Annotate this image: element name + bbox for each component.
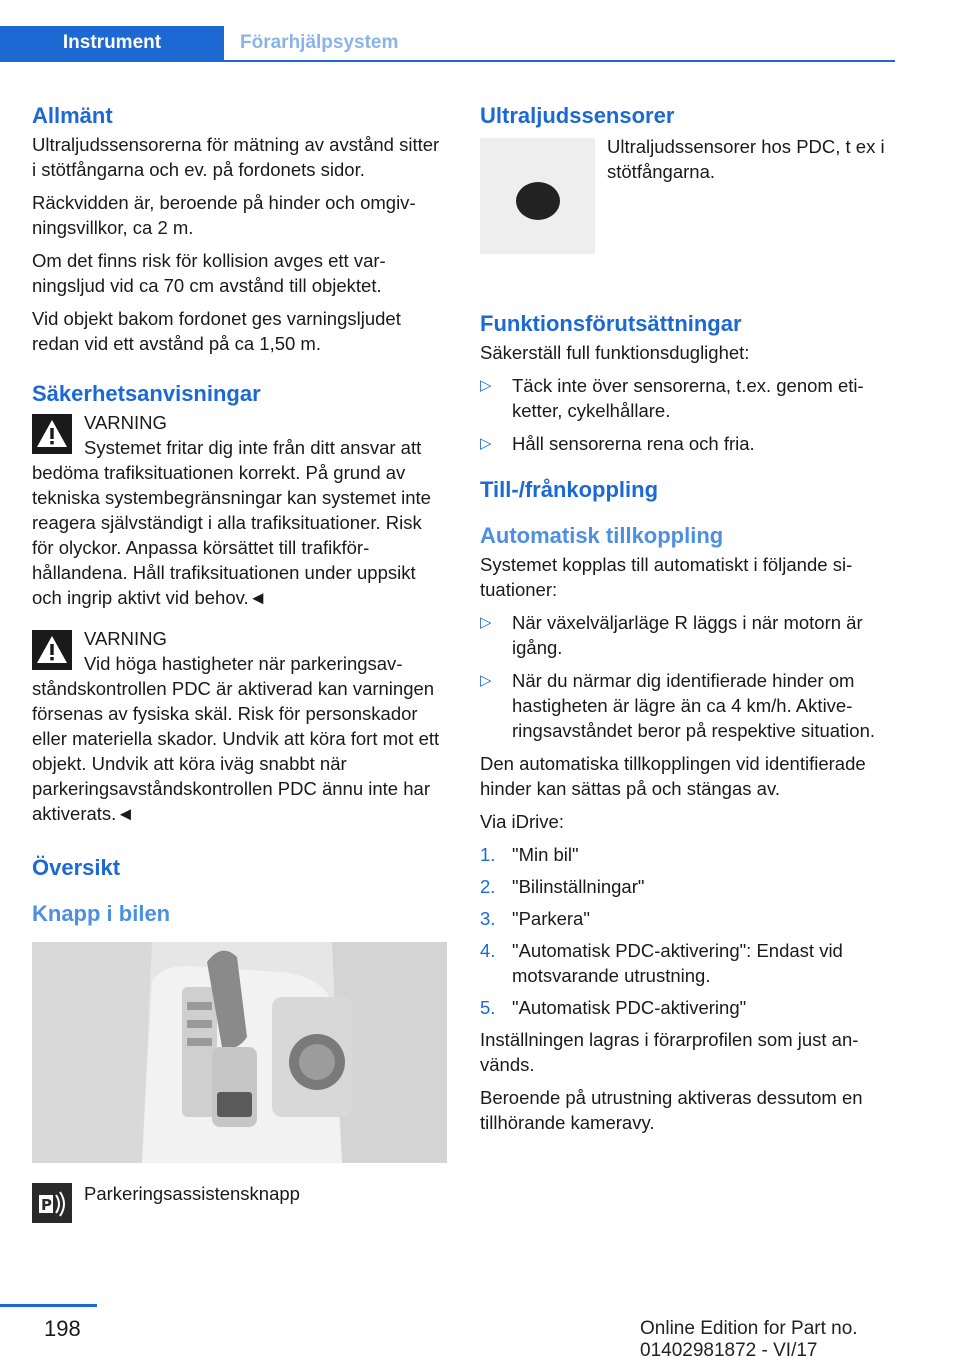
- allmant-para-3: Om det finns risk för kollision avges ett varningsljud vid ca 70 cm avstånd till objektet.: [32, 250, 386, 296]
- auto-list: [480, 610, 895, 743]
- warning-triangle-icon: [32, 414, 72, 454]
- list-item: ▷ När växelväljarläge R läggs i när motorn är igång.: [480, 612, 863, 658]
- list-item: 3. "Parkera": [480, 908, 590, 929]
- left-column: [32, 100, 447, 1221]
- parking-assist-icon: [32, 1183, 72, 1223]
- auto-heading: Automatisk tillkoppling: [480, 523, 724, 548]
- sensor-block: [480, 134, 895, 294]
- end-para-2: Beroende på utrustning aktiveras dessutom en tillhörande kameravy.: [480, 1087, 863, 1133]
- funk-list: [480, 373, 895, 456]
- triangle-bullet-icon: ▷: [480, 614, 492, 631]
- warning-2-text: Vid höga hastigheter när parkeringsavståndskontrollen PDC är aktiverad kan varningen försenas av fysiska skäl. Risk för personskador eller materiella skador. Undvik att köra fort mot ett objekt. Undvik att köra iväg snabbt när parkeringsavståndskontrollen PDC ännu inte har aktiverats.◄: [32, 653, 440, 824]
- warning-1-text: Systemet fritar dig inte från ditt ansvar att bedöma trafiksituationen korrekt. På grund av tekniska systembegränsningar kan systemet inte reagera självständigt i alla trafiksituationer. Risk för olyckor. Anpassa körsättet till trafikförhållandena. Håll trafiksituationen under uppsikt och ingrip aktivt vid behov.◄: [32, 437, 431, 608]
- auto-para-1: Den automatiska tillkopplingen vid identifierade hinder kan sättas på och stängas av.: [480, 753, 866, 799]
- funk-lead: Säkerställ full funktionsduglighet:: [480, 342, 750, 363]
- allmant-para-4: Vid objekt bakom fordonet ges varningsljudet redan vid ett avstånd på ca 1,50 m.: [32, 308, 401, 354]
- warning-2: [32, 626, 447, 826]
- sensor-text: Ultraljudssensorer hos PDC, t ex i stötfångarna.: [607, 136, 885, 182]
- warning-2-title: VARNING: [84, 628, 167, 649]
- list-item: ▷ Täck inte över sensorerna, t.ex. genom etiketter, cykelhållare.: [480, 375, 864, 421]
- idrive-steps: [480, 842, 895, 1020]
- auto-para-2: Via iDrive:: [480, 811, 564, 832]
- end-para-1: Inställningen lagras i förarprofilen som just används.: [480, 1029, 859, 1075]
- list-item: 4. "Automatisk PDC-aktivering": Endast vid motsvarande utrustning.: [480, 940, 843, 986]
- edition-text: Online Edition for Part no. 01402981872 - VI/17: [640, 1318, 858, 1361]
- page-number: 198: [44, 1316, 81, 1341]
- tab-forarhjalpsystem[interactable]: Förarhjälpsystem: [240, 32, 399, 53]
- list-item: ▷ Håll sensorerna rena och fria.: [480, 433, 755, 454]
- page-header: [0, 26, 895, 62]
- parking-assist-row: [32, 1181, 447, 1221]
- triangle-bullet-icon: ▷: [480, 435, 492, 452]
- sensor-heading: Ultraljudssensorer: [480, 103, 675, 128]
- header-rule: [0, 60, 895, 62]
- sakerhet-heading: Säkerhetsanvisningar: [32, 381, 261, 406]
- footer-rule: [0, 1304, 97, 1307]
- tab-instrument[interactable]: Instrument: [0, 26, 224, 62]
- triangle-bullet-icon: ▷: [480, 672, 492, 689]
- oversikt-heading: Översikt: [32, 855, 121, 880]
- sensor-image: [480, 138, 595, 254]
- center-console-image: [32, 942, 447, 1163]
- till-heading: Till-/frånkoppling: [480, 477, 659, 502]
- knapp-heading: Knapp i bilen: [32, 901, 171, 926]
- parking-assist-label: Parkeringsassistensknapp: [84, 1183, 300, 1204]
- list-item: 1. "Min bil": [480, 844, 579, 865]
- list-item: 2. "Bilinställningar": [480, 876, 645, 897]
- allmant-para-1: Ultraljudssensorerna för mätning av avstånd sitter i stötfångarna och ev. på fordonets sidor.: [32, 134, 440, 180]
- list-item: ▷ När du närmar dig identifierade hinder om hastigheten är lägre än ca 4 km/h. Aktiveringsavståndet beror på respektive situation.: [480, 670, 876, 741]
- triangle-bullet-icon: ▷: [480, 377, 492, 394]
- warning-triangle-icon: [32, 630, 72, 670]
- warning-1: [32, 410, 447, 610]
- sensor-icon: [516, 182, 560, 220]
- warning-1-title: VARNING: [84, 412, 167, 433]
- list-item: 5. "Automatisk PDC-aktivering": [480, 997, 747, 1018]
- allmant-para-2: Räckvidden är, beroende på hinder och omgivningsvillkor, ca 2 m.: [32, 192, 416, 238]
- auto-lead: Systemet kopplas till automatiskt i följande situationer:: [480, 554, 853, 600]
- funk-heading: Funktionsförutsättningar: [480, 311, 742, 336]
- allmant-heading: Allmänt: [32, 103, 113, 128]
- svg-text:P: P: [41, 1196, 52, 1214]
- right-column: [480, 100, 895, 1143]
